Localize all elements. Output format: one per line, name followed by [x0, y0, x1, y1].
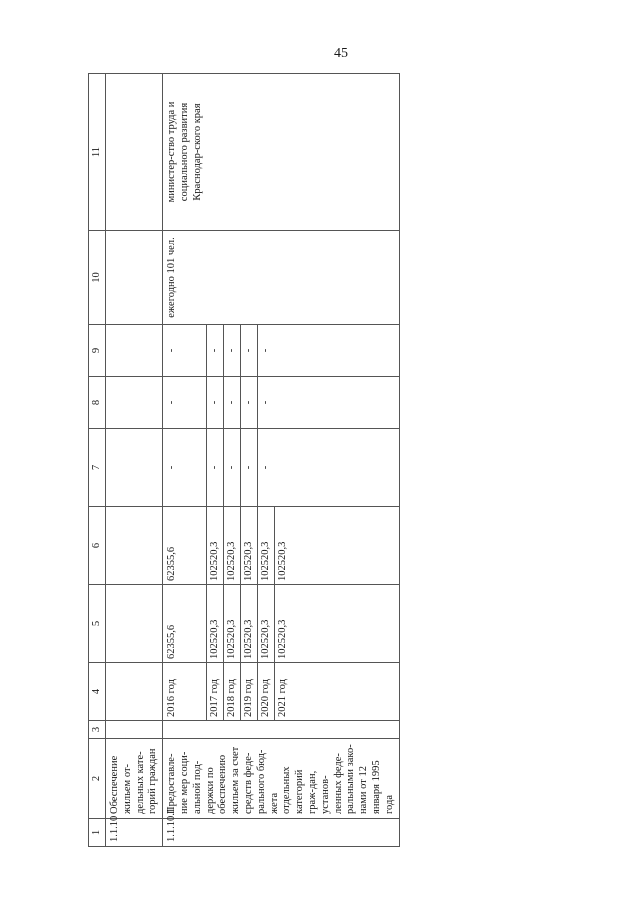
- year-2021: 2021 год: [277, 679, 289, 717]
- col8-dash: -: [206, 377, 224, 428]
- header-col-7: 7: [89, 429, 106, 507]
- header-col-3: 3: [89, 721, 106, 739]
- col8-values: [163, 377, 274, 428]
- row-number: 1.1.10: [109, 815, 120, 842]
- year-2016: 2016 год: [166, 679, 178, 717]
- col5-value: 62355,6: [166, 624, 178, 659]
- year-list: [163, 663, 291, 720]
- rotated-table-wrapper: [88, 74, 395, 847]
- col9-dash: -: [206, 325, 224, 376]
- table-row-1-1-10-1: [163, 74, 399, 847]
- col7-dash: -: [206, 429, 224, 506]
- col5-value: 102520,3: [277, 619, 289, 659]
- col6-value: 102520,3: [258, 507, 275, 584]
- col10-value: ежегодно 101 чел.: [166, 237, 178, 318]
- col6-values: [163, 507, 291, 584]
- col8-dash: -: [260, 400, 272, 405]
- header-col-1: 1: [89, 819, 106, 847]
- col9-values: [163, 325, 274, 376]
- year-2017: 2017 год: [206, 663, 224, 720]
- col9-dash: -: [241, 325, 258, 376]
- col9-dash: -: [260, 348, 272, 353]
- header-col-11: 11: [89, 74, 106, 231]
- year-2019: 2019 год: [241, 663, 258, 720]
- row-number: 1.1.10.1: [166, 807, 178, 842]
- col5-values: [163, 585, 291, 662]
- col9-dash: -: [224, 325, 241, 376]
- col6-value: 102520,3: [241, 507, 258, 584]
- col9-dash: -: [166, 348, 178, 353]
- header-row: [89, 74, 106, 847]
- col6-value: 62355,6: [166, 546, 178, 581]
- header-col-5: 5: [89, 585, 106, 663]
- program-table: [88, 73, 400, 847]
- col7-values: [163, 429, 274, 506]
- col5-value: 102520,3: [241, 585, 258, 662]
- col5-value: 102520,3: [258, 585, 275, 662]
- col6-value: 102520,3: [206, 507, 224, 584]
- year-2018: 2018 год: [224, 663, 241, 720]
- header-col-9: 9: [89, 325, 106, 377]
- col8-dash: -: [241, 377, 258, 428]
- col7-dash: -: [241, 429, 258, 506]
- header-col-2: 2: [89, 739, 106, 819]
- row-name: Обеспечение жильем от-дельных кате-горий граждан: [109, 748, 159, 814]
- header-col-4: 4: [89, 663, 106, 721]
- col6-value: 102520,3: [277, 541, 289, 581]
- col8-dash: -: [166, 400, 178, 405]
- header-col-8: 8: [89, 377, 106, 429]
- col7-dash: -: [224, 429, 241, 506]
- col6-value: 102520,3: [224, 507, 241, 584]
- table-row-1-1-10: [106, 74, 163, 847]
- col5-value: 102520,3: [206, 585, 224, 662]
- col11-value: министер-ство труда и социального развития Краснодар-ского края: [166, 101, 203, 203]
- header-col-10: 10: [89, 231, 106, 325]
- col5-value: 102520,3: [224, 585, 241, 662]
- year-2020: 2020 год: [258, 663, 275, 720]
- row-name: Предоставле-ние мер соци-альной под-держки по обеспечению жильем за счет средств феде-рального бюд-жета отдельных категорий граж-дан, установ-ленных феде-ральными зако-нами от 12 января 1995 года: [166, 744, 395, 814]
- page-number: 45: [334, 46, 348, 61]
- col7-dash: -: [260, 465, 272, 470]
- col8-dash: -: [224, 377, 241, 428]
- header-col-6: 6: [89, 507, 106, 585]
- col7-dash: -: [166, 465, 178, 470]
